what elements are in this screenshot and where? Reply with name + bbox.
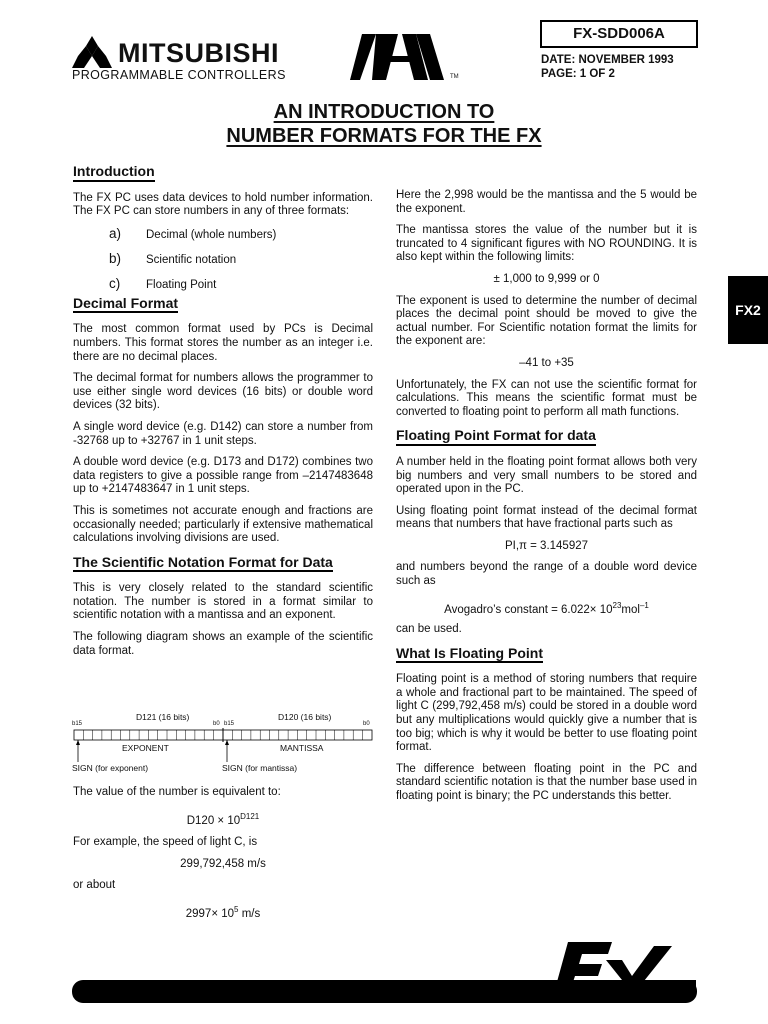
fp-paragraph: Using floating point format instead of the decimal format means that numbers that have fractional parts such as bbox=[396, 504, 697, 531]
decimal-paragraph: The most common format used by PCs is Decimal numbers. This format stores the number as an integer i.e. there are no decimal places. bbox=[73, 323, 373, 363]
decimal-paragraph: A double word device (e.g. D173 and D172) combines two data registers to give a possible range from –2147483648 up to +2147483647 in 1 unit steps. bbox=[73, 456, 373, 496]
doc-id: FX-SDD006A bbox=[540, 20, 698, 48]
what-paragraph: Floating point is a method of storing numbers that require a whole and fractional part to be maintained. The speed of light C (299,792,458 m/s) could be stored in a double word but any multiplications would quickly give a number that is too big; which is why it would be better to use floating point format. bbox=[396, 673, 697, 754]
side-tab: FX2 bbox=[728, 276, 768, 344]
heading-introduction: Introduction bbox=[73, 165, 155, 182]
list-text: Decimal (whole numbers) bbox=[146, 228, 277, 241]
decimal-paragraph: A single word device (e.g. D142) can store a number from -32768 up to +32767 in 1 unit steps. bbox=[73, 420, 373, 447]
intro-paragraph: The FX PC uses data devices to hold number information. The FX PC can store numbers in any of three formats: bbox=[73, 191, 373, 218]
right-paragraph: Unfortunately, the FX can not use the scientific format for calculations. This means the scientific format must be converted to floating point to perform all math functions. bbox=[396, 378, 697, 418]
doc-meta bbox=[541, 53, 674, 81]
avogadro-base: Avogadro’s constant = 6.022× 10 bbox=[444, 603, 613, 616]
am-logo-icon bbox=[350, 32, 450, 82]
heading-decimal-format: Decimal Format bbox=[73, 297, 178, 314]
list-letter: a) bbox=[109, 225, 122, 241]
fx-logo-icon bbox=[550, 938, 698, 1004]
pi-value: PI,π = 3.145927 bbox=[504, 539, 589, 552]
right-column bbox=[396, 189, 697, 804]
avogadro-constant bbox=[396, 599, 697, 617]
format-list bbox=[73, 227, 373, 297]
page-title-line1: AN INTRODUCTION TO bbox=[273, 101, 495, 123]
right-paragraph: The mantissa stores the value of the number but it is truncated to 4 significant figures with NO ROUNDING. It is also kept within the following limits: bbox=[396, 224, 697, 264]
fp-paragraph: and numbers beyond the range of a double word device such as bbox=[396, 561, 697, 588]
diagram-d121-label: D121 (16 bits) bbox=[136, 712, 190, 722]
avogadro-exponent: 23 bbox=[612, 600, 622, 610]
doc-page: PAGE: 1 OF 2 bbox=[541, 68, 615, 80]
right-paragraph: The exponent is used to determine the number of decimal places the decimal point should be moved to give the actual number. For Scientific notation format the limits for the exponent are: bbox=[396, 294, 697, 348]
scientific-format-diagram bbox=[72, 712, 374, 782]
formula-exponent: D121 bbox=[240, 811, 260, 821]
diagram-b0-label: b0 bbox=[213, 721, 220, 727]
heading-scientific-notation: The Scientific Notation Format for Data bbox=[73, 556, 333, 573]
heading-floating-point-format: Floating Point Format for data bbox=[396, 429, 596, 446]
list-letter: b) bbox=[109, 250, 122, 266]
left-column-lower bbox=[73, 786, 373, 921]
list-item bbox=[73, 227, 373, 252]
right-paragraph: Here the 2,998 would be the mantissa and the 5 would be the exponent. bbox=[396, 189, 697, 215]
approx-value bbox=[73, 903, 373, 921]
approx-base: 2997× 10 bbox=[185, 907, 235, 920]
mantissa-limits: ± 1,000 to 9,999 or 0 bbox=[493, 272, 600, 285]
exponent-limits: –41 to +35 bbox=[519, 356, 574, 369]
brand-name: MITSUBISHI bbox=[118, 38, 280, 68]
speed-value: 299,792,458 m/s bbox=[180, 857, 266, 870]
mitsubishi-logo-icon bbox=[72, 36, 112, 68]
decimal-paragraph: This is sometimes not accurate enough and fractions are occasionally needed; particularly if extensive mathematical calculations involving divisions are used. bbox=[73, 504, 373, 545]
heading-what-is-floating-point: What Is Floating Point bbox=[396, 647, 543, 664]
diagram-b15-label: b15 bbox=[72, 721, 83, 727]
doc-date: DATE: NOVEMBER 1993 bbox=[541, 54, 674, 66]
approx-exponent: 5 bbox=[234, 904, 239, 914]
about-text: or about bbox=[73, 879, 116, 892]
diagram-sign-mantissa: SIGN (for mantissa) bbox=[222, 763, 298, 773]
diagram-b0-label: b0 bbox=[363, 721, 370, 727]
diagram-mantissa-label: MANTISSA bbox=[280, 743, 324, 753]
what-paragraph: The difference between floating point in the PC and standard scientific notation is that the number base used in floating point is binary; the PC understands this better. bbox=[396, 762, 697, 803]
left-column bbox=[73, 165, 373, 658]
approx-unit: m/s bbox=[238, 907, 261, 920]
sci-paragraph: The following diagram shows an example of the scientific data format. bbox=[73, 631, 373, 657]
speed-paragraph: For example, the speed of light C, is bbox=[73, 836, 258, 849]
formula bbox=[73, 810, 373, 828]
diagram-sign-exponent: SIGN (for exponent) bbox=[72, 763, 149, 773]
avogadro-unit: mol bbox=[621, 603, 640, 616]
list-text: Scientific notation bbox=[146, 253, 237, 266]
brand-subtitle: PROGRAMMABLE CONTROLLERS bbox=[72, 68, 286, 82]
diagram-bit-register bbox=[72, 728, 374, 768]
list-item bbox=[73, 277, 373, 297]
diagram-exponent-label: EXPONENT bbox=[122, 743, 169, 753]
sci-paragraph: This is very closely related to the standard scientific notation. The number is stored in a format similar to scientific notation with a mantissa and an exponent. bbox=[73, 582, 373, 622]
list-item bbox=[73, 252, 373, 277]
fp-paragraph: A number held in the floating point format allows both very big numbers and very small numbers to be stored and operated upon in the PC. bbox=[396, 455, 697, 496]
can-be-used-text: can be used. bbox=[396, 623, 462, 636]
formula-base: D120 × 10 bbox=[186, 814, 241, 827]
list-letter: c) bbox=[109, 275, 121, 291]
diagram-b15-label: b15 bbox=[224, 721, 235, 727]
list-text: Floating Point bbox=[146, 278, 217, 291]
decimal-paragraph: The decimal format for numbers allows the programmer to use either single word devices (16 bits) or double word devices (32 bits). bbox=[73, 372, 373, 412]
diagram-d120-label: D120 (16 bits) bbox=[278, 712, 332, 722]
value-paragraph: The value of the number is equivalent to: bbox=[73, 786, 281, 798]
page-title-line2: NUMBER FORMATS FOR THE FX bbox=[226, 125, 542, 147]
avogadro-unit-exponent: –1 bbox=[639, 600, 649, 610]
trademark: TM bbox=[450, 74, 459, 80]
